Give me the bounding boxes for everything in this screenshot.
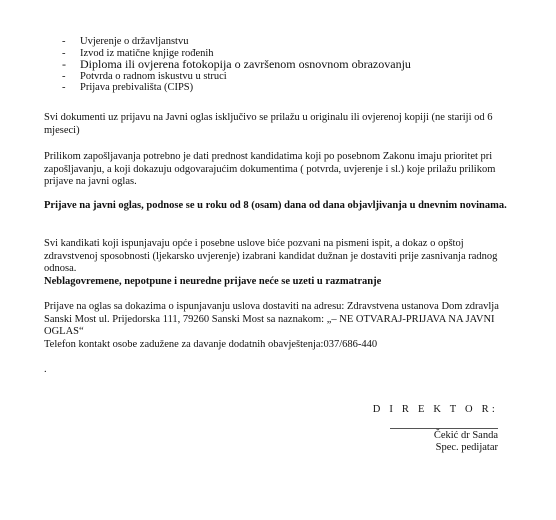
exam-paragraph: Svi kandikati koji ispunjavaju opće i posebne uslove biće pozvani na pismeni ispit, a dokaz o opštoj zdravstvenoj sposobnosti (ljekarsko uvjerenje) izabrani kandidat dužnan je dostaviti prije zasnivanja radnog odnosa. bbox=[44, 238, 498, 275]
requirements-list bbox=[62, 36, 411, 94]
bullet-dash: - bbox=[62, 47, 66, 59]
bullet-dash: - bbox=[62, 36, 66, 47]
requirement-text: Izvod iz matične knjige rođenih bbox=[80, 47, 214, 59]
documents-paragraph: Svi dokumenti uz prijavu na Javni oglas isključivo se prilažu u originalu ili ovjerenoj kopiji (ne stariji od 6 mjeseci) bbox=[44, 112, 493, 136]
list-item bbox=[62, 59, 411, 71]
phone-line: Telefon kontakt osobe zadužene za davanje dodatnih obavještenja:037/686-440 bbox=[44, 339, 378, 350]
signatory-position: Spec. pedijatar bbox=[435, 442, 498, 453]
list-item bbox=[62, 36, 411, 48]
late-applications-paragraph: Neblagovremene, nepotpune i neuredne prijave neće se uzeti u razmatranje bbox=[44, 276, 382, 287]
bullet-dash: - bbox=[62, 82, 66, 94]
requirement-text: Prijava prebivališta (CIPS) bbox=[80, 82, 194, 94]
list-item bbox=[62, 82, 411, 94]
address-paragraph: Prijave na oglas sa dokazima o ispunjavanju uslova dostaviti na adresu: Zdravstvena ustanova Dom zdravlja Sanski Most ul. Prijedorska 111, 79260 Sanski Most sa naznakom: „– NE OTVARAJ-PRIJAVA NA JAVNI OGLAS“ bbox=[44, 301, 499, 338]
signature-line bbox=[390, 428, 498, 429]
requirement-text: Diploma ili ovjerena fotokopija o završenom osnovnom obrazovanju bbox=[80, 57, 411, 72]
bullet-dash: - bbox=[62, 70, 66, 82]
priority-paragraph: Prilikom zapošljavanja potrebno je dati prednost kandidatima koji po posebnom Zakonu imaju prioritet pri zapošljavanju, a koji dokazuju odgovarajućim dokumentima ( potvrda, uvjerenje i sl.) koje prilažu prilikom prijave na javni oglas. bbox=[44, 151, 496, 188]
director-title: D I R E K T O R: bbox=[372, 404, 498, 415]
bullet-dash: - bbox=[62, 57, 66, 72]
stray-dot: . bbox=[44, 364, 47, 375]
requirement-text: Uvjerenje o državljanstvu bbox=[80, 36, 189, 47]
signatory-name: Čekić dr Sanda bbox=[433, 430, 498, 441]
requirement-text: Potvrda o radnom iskustvu u struci bbox=[80, 70, 227, 82]
deadline-paragraph: Prijave na javni oglas, podnose se u roku od 8 (osam) dana od dana objavljivanja u dnevnim novinama. bbox=[44, 200, 507, 211]
list-item bbox=[62, 71, 411, 83]
